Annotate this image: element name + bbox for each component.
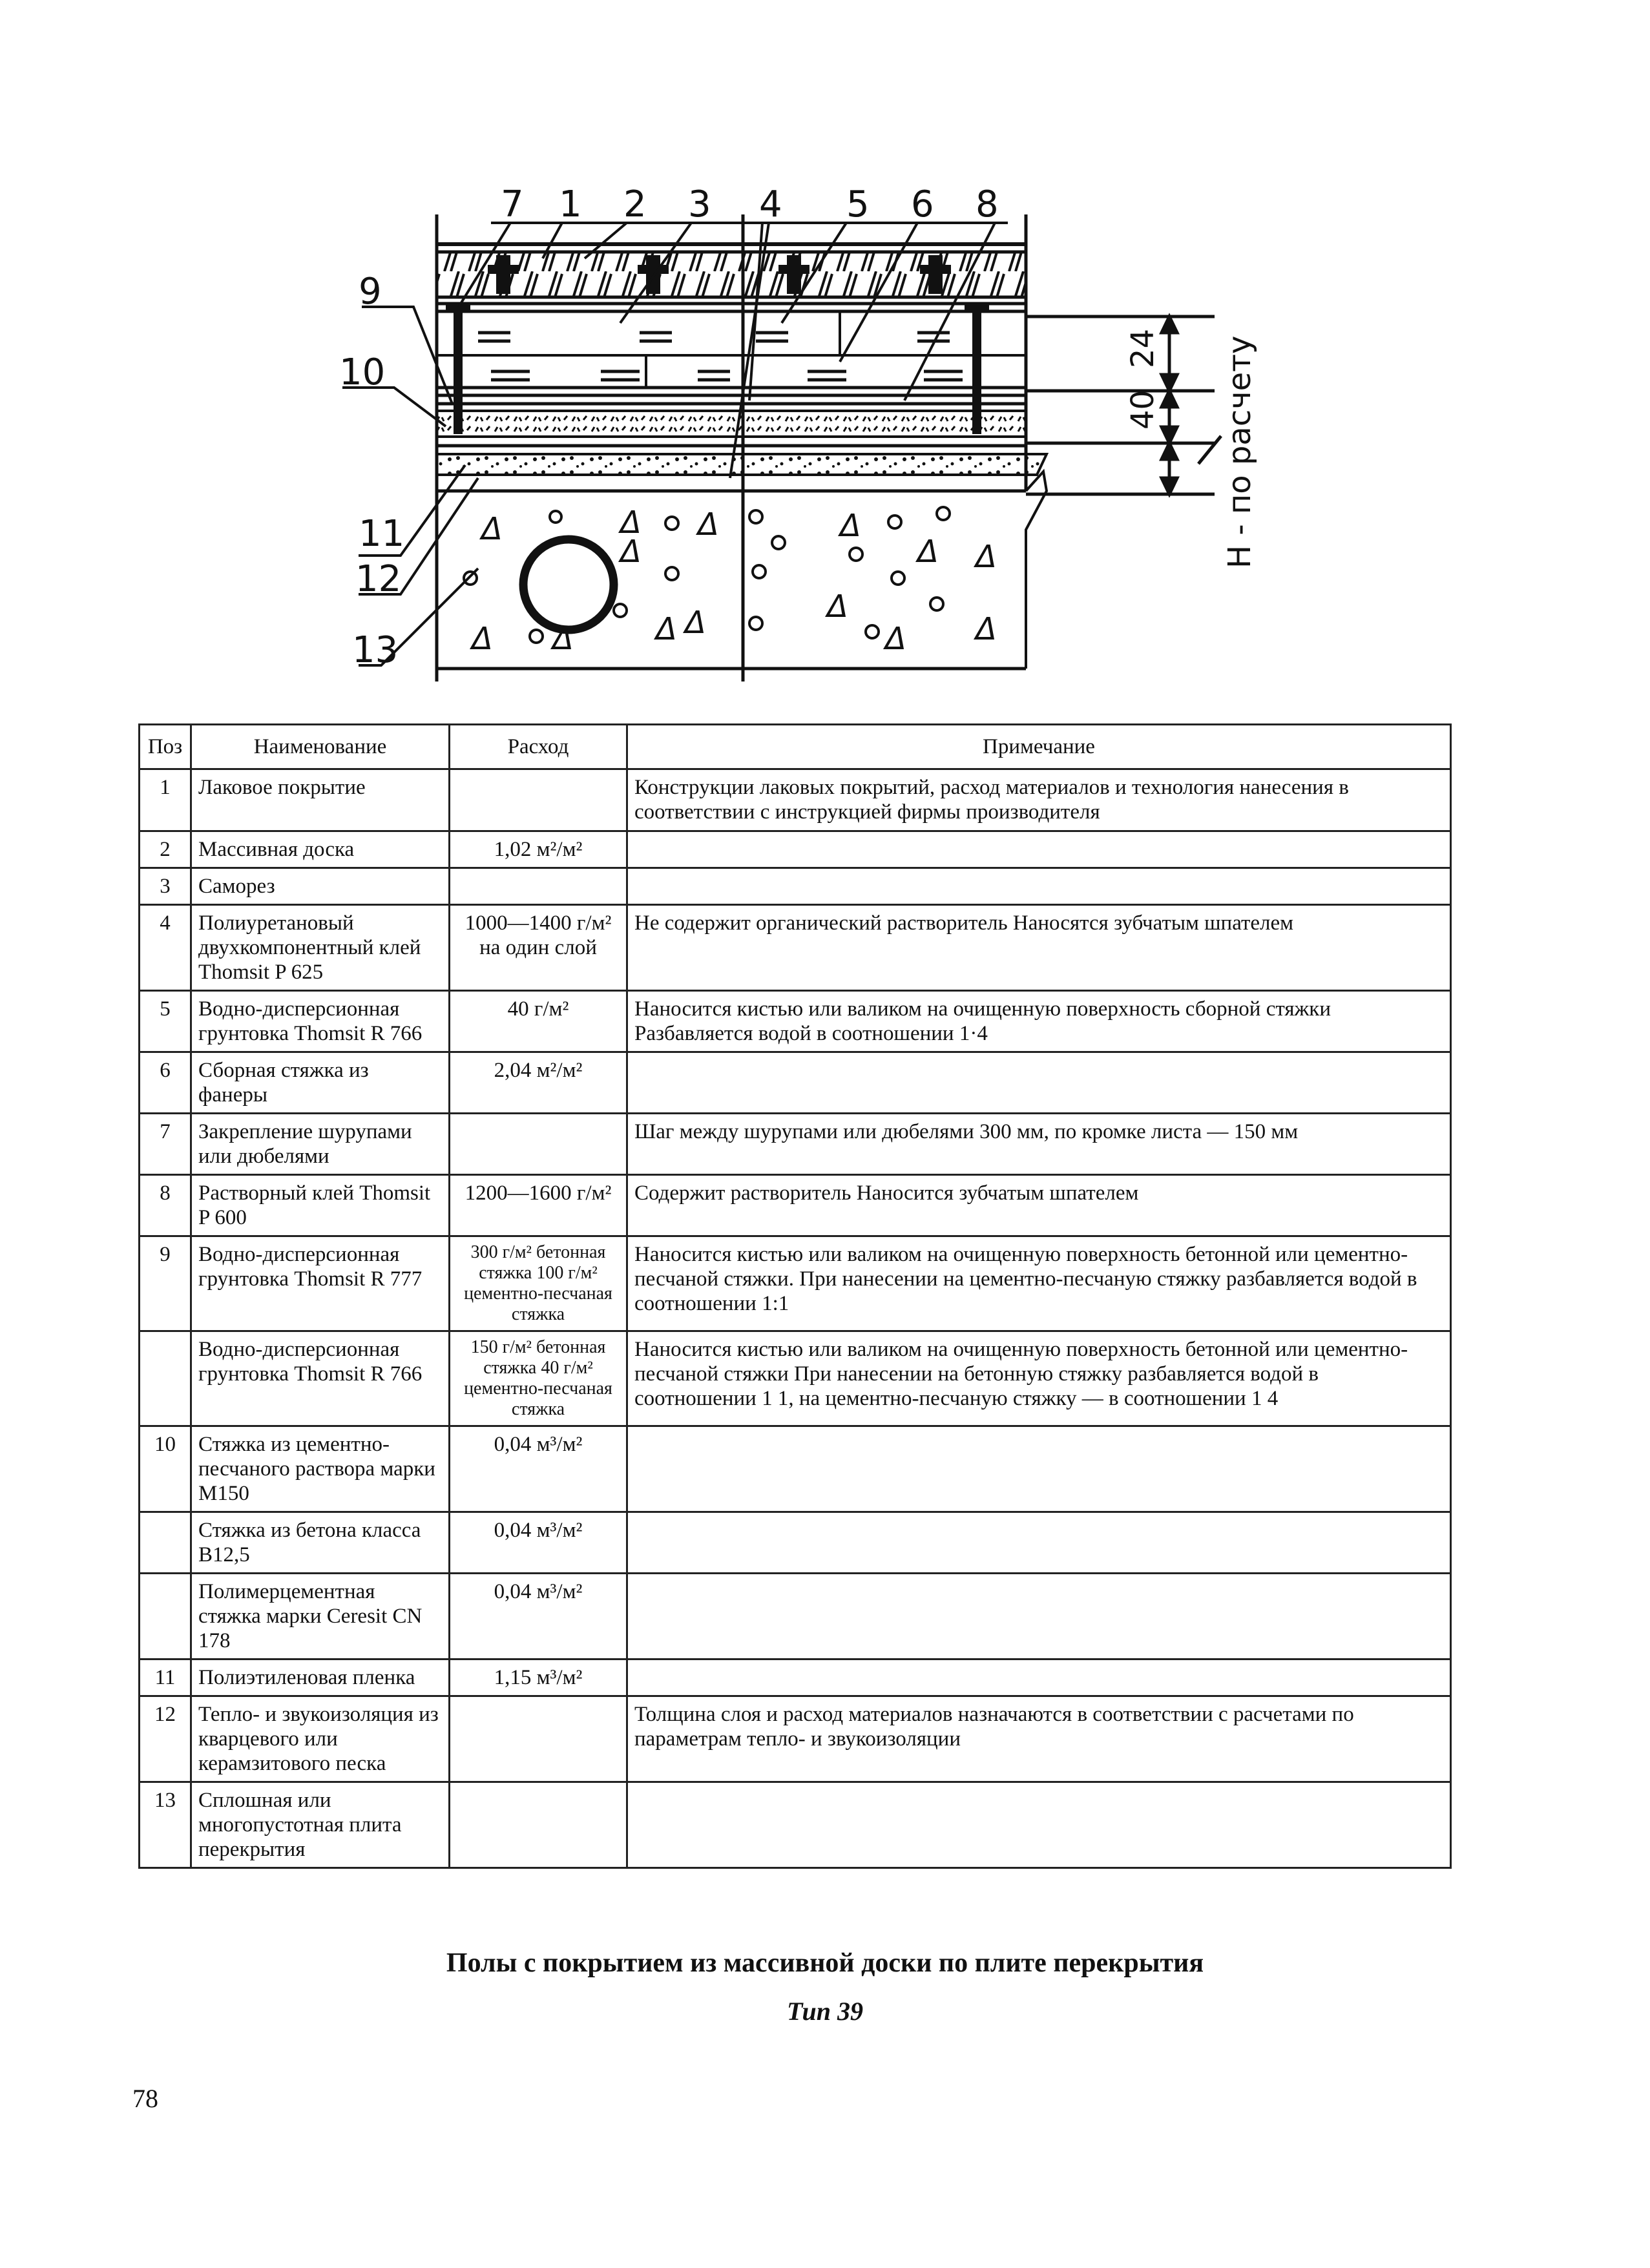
svg-text:Δ: Δ [620,534,642,570]
cell-name: Саморез [191,868,450,905]
cell-name: Сплошная или многопустотная плита перекрытия [191,1782,450,1868]
page-number: 78 [132,2084,158,2113]
cell-qty [450,1782,627,1868]
cell-qty: 1200—1600 г/м² [450,1175,627,1236]
dimension-24: 24 [1125,328,1161,368]
adhesive-lines [437,395,1026,404]
svg-text:Δ: Δ [976,539,997,575]
cell-pos: 7 [140,1114,191,1175]
svg-text:Δ: Δ [840,508,861,544]
cell-name: Лаковое покрытие [191,769,450,831]
cell-note [627,1782,1451,1868]
cell-note: Не содержит органический растворитель Наносятся зубчатым шпателем [627,905,1451,991]
callout-label: 13 [352,629,399,671]
callout-label: 10 [339,351,386,393]
cell-note: Наносится кистью или валиком на очищенную поверхность бетонной или цементно-песчаной стяжки. При нанесении на цементно-песчаную стяжку разбавляется водой в соотношении 1:1 [627,1236,1451,1331]
table-row [140,1426,1451,1512]
sand-insulation-layer [437,454,1047,475]
dimension-h-note: Н - по расчету [1222,335,1258,568]
cell-qty [450,868,627,905]
table-row [140,1574,1451,1659]
cell-note [627,1512,1451,1574]
page-title: Полы с покрытием из массивной доски по плите перекрытия [446,1948,1204,1978]
cell-note [627,1659,1451,1696]
cell-note [627,831,1451,868]
header-pos: Поз [140,725,191,769]
cell-note: Наносится кистью или валиком на очищенную поверхность сборной стяжки Разбавляется водой в соотношении 1·4 [627,991,1451,1052]
cell-pos [140,1331,191,1426]
callout-label: 2 [623,183,647,225]
svg-text:Δ: Δ [472,621,493,657]
cell-note: Толщина слоя и расход материалов назначаются в соответствии с расчетами по параметрам тепло- и звукоизоляции [627,1696,1451,1782]
callout-label: 6 [911,183,934,225]
screed-layer [437,411,1026,437]
callout-label: 8 [976,183,999,225]
cell-qty: 0,04 м³/м² [450,1574,627,1659]
cell-qty: 2,04 м²/м² [450,1052,627,1114]
callout-label: 7 [501,183,524,225]
svg-text:Δ: Δ [885,621,906,657]
cell-note [627,1574,1451,1659]
svg-text:Δ: Δ [827,588,848,625]
callout-label: 4 [759,183,782,225]
cell-note: Конструкции лаковых покрытий, расход материалов и технология нанесения в соответствии с инструкцией фирмы производителя [627,769,1451,831]
callout-label: 1 [559,183,582,225]
cell-pos: 11 [140,1659,191,1696]
cell-qty [450,1114,627,1175]
svg-text:Δ: Δ [656,611,677,647]
svg-text:Δ: Δ [917,534,939,570]
cell-qty [450,769,627,831]
cell-qty: 1,02 м²/м² [450,831,627,868]
table-row [140,1512,1451,1574]
table-row [140,1659,1451,1696]
cell-pos: 2 [140,831,191,868]
cell-note: Содержит растворитель Наносится зубчатым шпателем [627,1175,1451,1236]
cell-name: Массивная доска [191,831,450,868]
cell-name: Водно-дисперсионная грунтовка Thomsit R 766 [191,1331,450,1426]
table-row [140,868,1451,905]
cell-pos [140,1574,191,1659]
cell-qty: 300 г/м² бетонная стяжка 100 г/м² цементно-песчаная стяжка [450,1236,627,1331]
floor-section-drawing [0,0,1650,698]
cell-note [627,868,1451,905]
plywood-layer [437,311,1026,388]
callout-label: 3 [688,183,711,225]
dimension-lines [1026,317,1221,494]
svg-text:Δ: Δ [698,506,719,543]
callout-label: 12 [355,558,402,600]
cell-qty: 40 г/м² [450,991,627,1052]
callout-label: 11 [359,513,405,555]
cell-name: Сборная стяжка из фанеры [191,1052,450,1114]
cell-pos: 6 [140,1052,191,1114]
cell-pos: 9 [140,1236,191,1331]
cell-pos: 8 [140,1175,191,1236]
cell-name: Стяжка из цементно-песчаного раствора марки M150 [191,1426,450,1512]
svg-text:Δ: Δ [685,605,706,641]
cell-note [627,1426,1451,1512]
cell-qty: 150 г/м² бетонная стяжка 40 г/м² цементно-песчаная стяжка [450,1331,627,1426]
cell-pos [140,1512,191,1574]
cell-name: Тепло- и звукоизоляция из кварцевого или керамзитового песка [191,1696,450,1782]
page-subtitle: Тип 39 [787,1997,863,2026]
cell-note [627,1052,1451,1114]
header-qty: Расход [450,725,627,769]
table-row [140,1175,1451,1236]
svg-text:Δ: Δ [481,511,503,547]
table-row [140,991,1451,1052]
floor-slab [464,472,1047,669]
cell-qty: 1,15 м³/м² [450,1659,627,1696]
cell-name: Полиуретановый двухкомпонентный клей Thomsit P 625 [191,905,450,991]
cell-pos: 1 [140,769,191,831]
table-row [140,1236,1451,1331]
table-row [140,769,1451,831]
svg-text:Δ: Δ [620,505,642,541]
header-note: Примечание [627,725,1451,769]
table-row [140,905,1451,991]
cell-name: Полиэтиленовая пленка [191,1659,450,1696]
cell-note: Шаг между шурупами или дюбелями 300 мм, по кромке листа — 150 мм [627,1114,1451,1175]
table-row [140,1052,1451,1114]
table-row [140,831,1451,868]
table-row [140,1696,1451,1782]
cell-pos: 3 [140,868,191,905]
cell-qty: 0,04 м³/м² [450,1426,627,1512]
cell-note: Наносится кистью или валиком на очищенную поверхность бетонной или цементно-песчаной стяжки При нанесении на бетонную стяжку разбавляется водой в соотношении 1 1, на цементно-песчаную стяжку — в соотношении 1 4 [627,1331,1451,1426]
cell-name: Водно-дисперсионная грунтовка Thomsit R 766 [191,991,450,1052]
cell-name: Стяжка из бетона класса B12,5 [191,1512,450,1574]
cell-name: Растворный клей Thomsit P 600 [191,1175,450,1236]
cell-name: Водно-дисперсионная грунтовка Thomsit R 777 [191,1236,450,1331]
cell-pos: 4 [140,905,191,991]
cell-qty: 1000—1400 г/м² на один слой [450,905,627,991]
callout-label: 5 [846,183,870,225]
cell-pos: 5 [140,991,191,1052]
table-row [140,1114,1451,1175]
table-header-row [140,725,1451,769]
table-row [140,1782,1451,1868]
specification-table [138,723,1452,1869]
cell-qty [450,1696,627,1782]
cell-pos: 12 [140,1696,191,1782]
svg-text:Δ: Δ [552,621,574,657]
cell-pos: 13 [140,1782,191,1868]
table-row [140,1331,1451,1426]
cell-qty: 0,04 м³/м² [450,1512,627,1574]
header-name: Наименование [191,725,450,769]
cell-name: Полимерцементная стяжка марки Ceresit CN 178 [191,1574,450,1659]
svg-text:Δ: Δ [976,611,997,647]
dimension-40: 40 [1125,390,1161,430]
callout-label: 9 [359,271,382,313]
cell-name: Закрепление шурупами или дюбелями [191,1114,450,1175]
cell-pos: 10 [140,1426,191,1512]
